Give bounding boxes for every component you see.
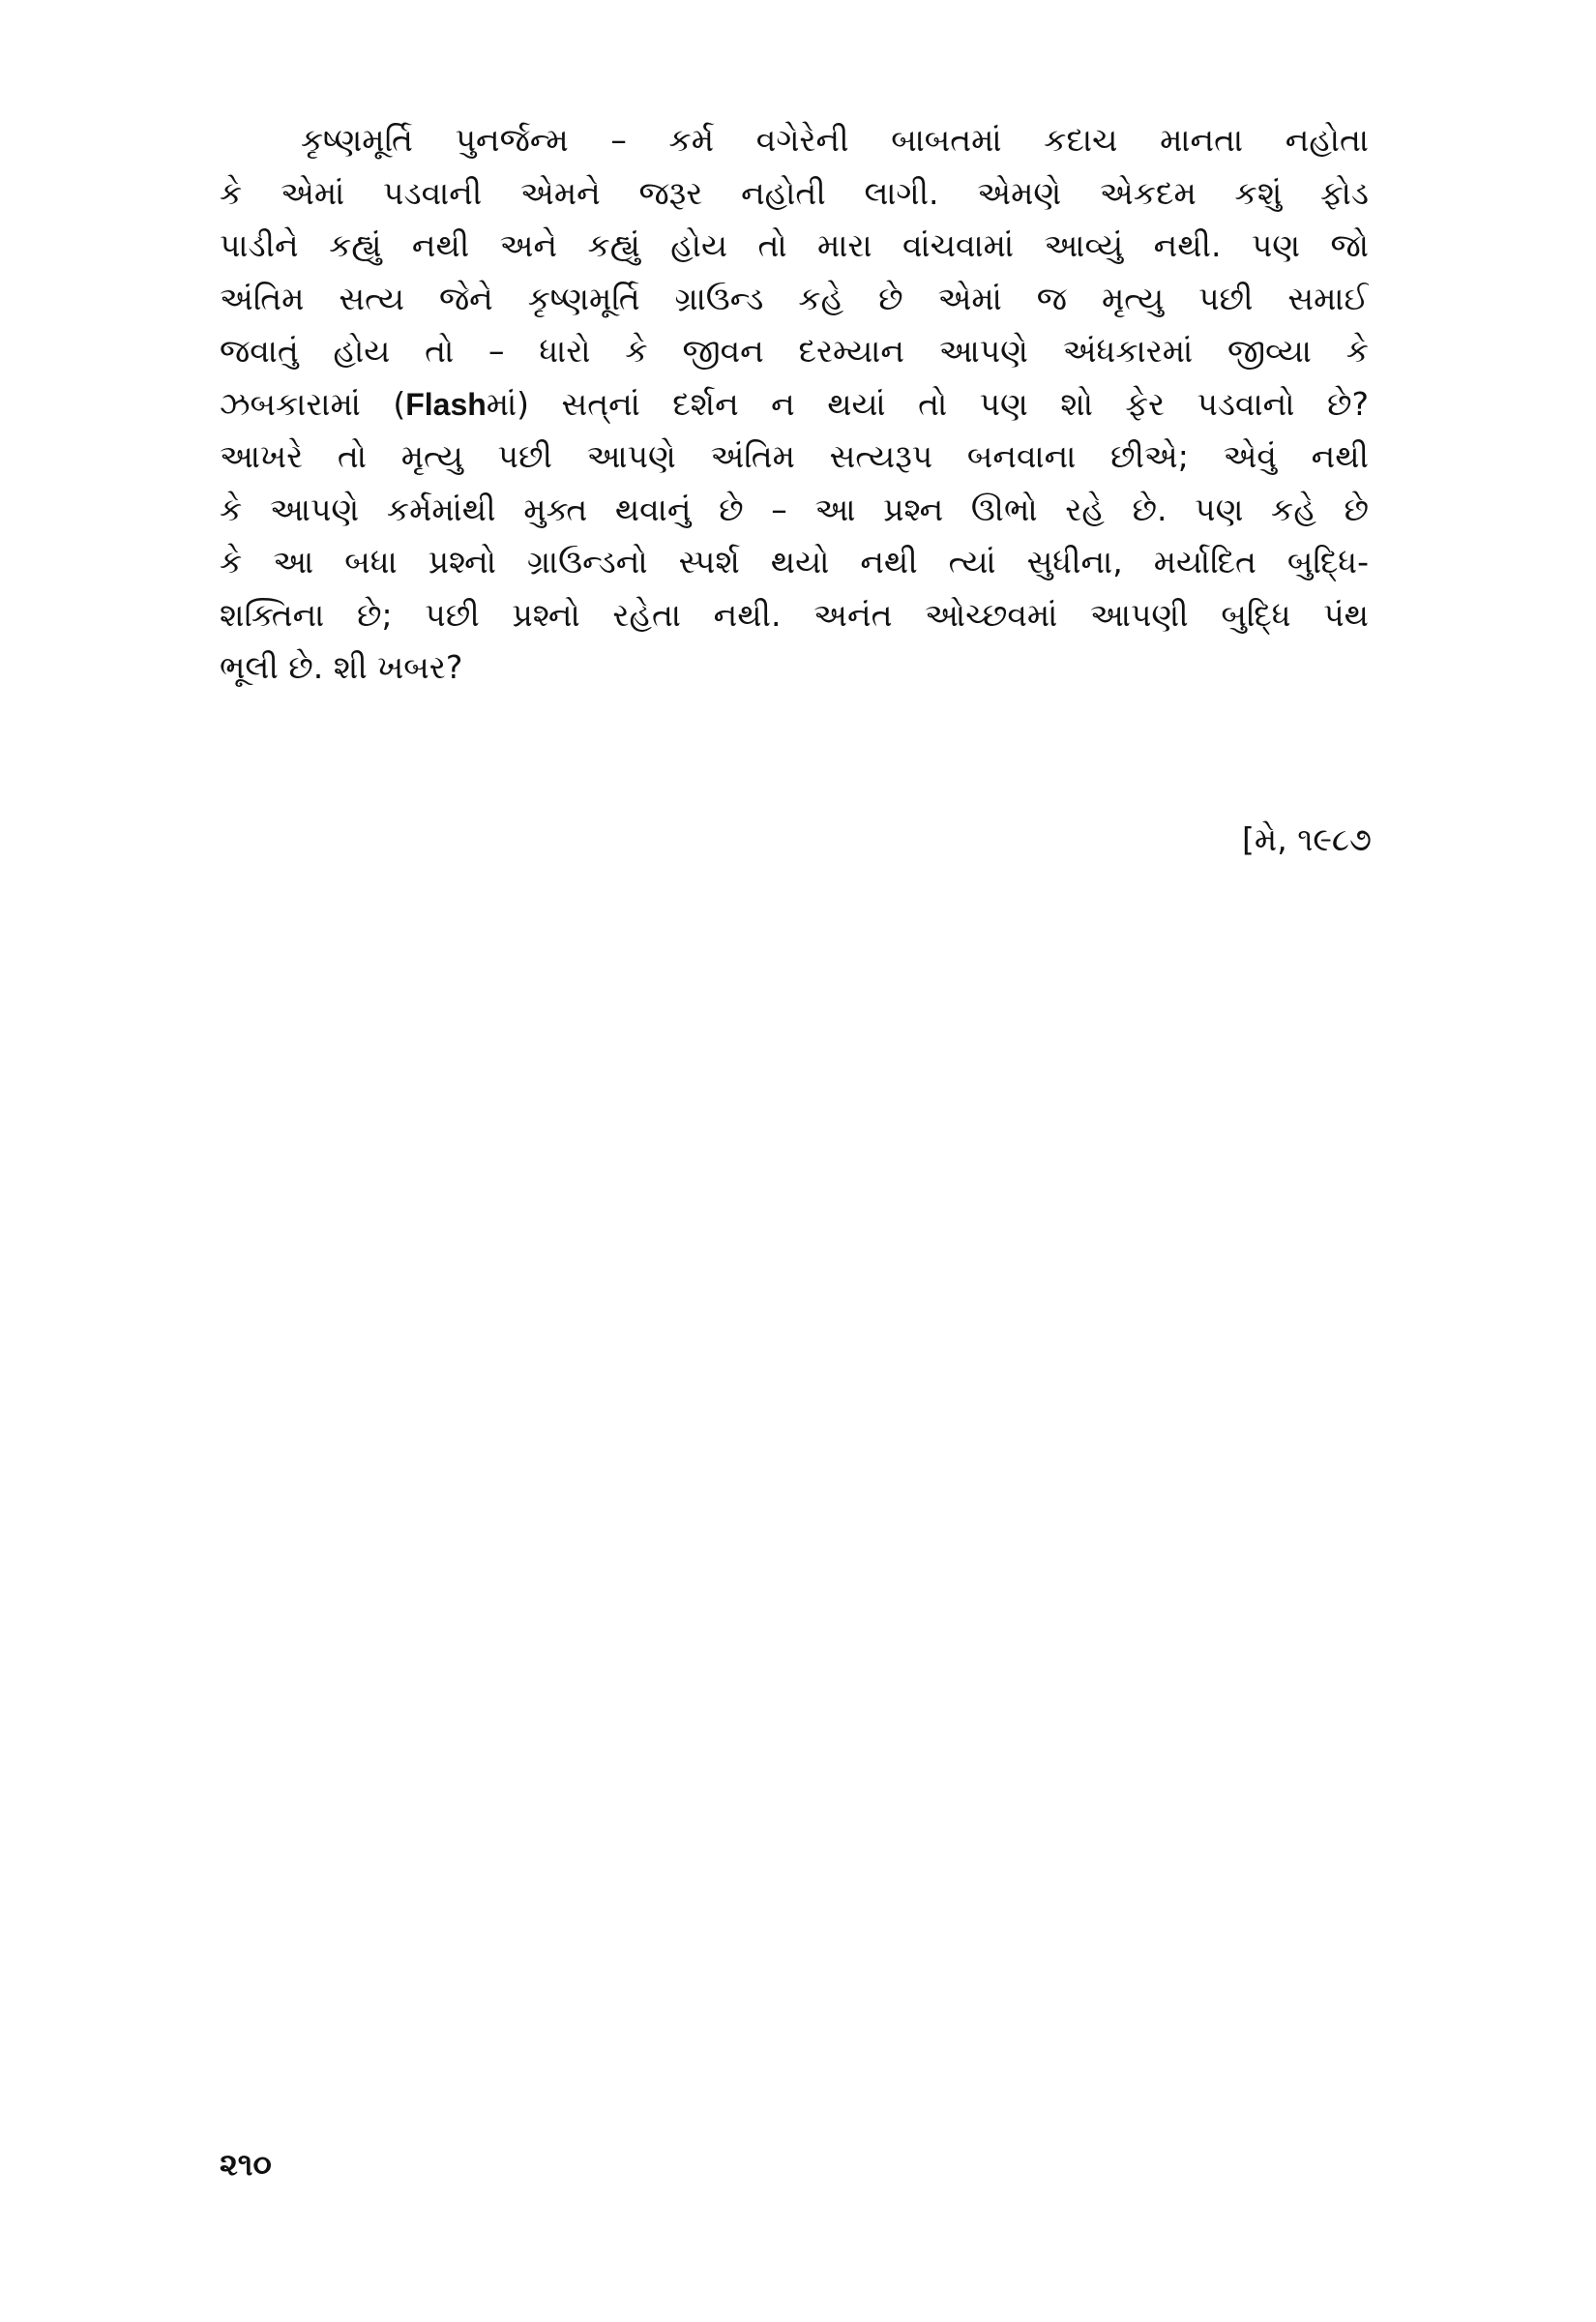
paragraph-line-3: પાડીને કહ્યું નથી અને કહ્યું હોય તો મારા વાંચવામાં આવ્યું નથી. પણ જો: [220, 226, 1369, 264]
paragraph-line-10: શક્તિના છે; પછી પ્રશ્નો રહેતા નથી. અનંત ઓચ્છવમાં આપણી બુદ્ધિ પંથ: [220, 595, 1369, 634]
paragraph-line-5: જવાતું હોય તો – ધારો કે જીવન દરમ્યાન આપણે અંધકારમાં જીવ્યા કે: [220, 332, 1369, 370]
paragraph-line-4: અંતિમ સત્ય જેને કૃષ્ણમૂર્તિ ગ્રાઉન્ડ કહે છે એમાં જ મૃત્યુ પછી સમાઈ: [220, 279, 1369, 317]
paragraph-line-9: કે આ બધા પ્રશ્નો ગ્રાઉન્ડનો સ્પર્શ થયો નથી ત્યાં સુધીના, મર્યાદિત બુદ્ધિ-: [220, 543, 1369, 580]
paragraph-line-2: કે એમાં પડવાની એમને જરૂર નહોતી લાગી. એમણે એકદમ કશું ફોડ: [220, 173, 1369, 212]
paragraph-line-11: ભૂલી છે. શી ખબર?: [220, 648, 463, 686]
paragraph-line-8: કે આપણે કર્મમાંથી મુક્ત થવાનું છે – આ પ્રશ્ન ઊભો રહે છે. પણ કહે છે: [220, 490, 1369, 528]
date-signoff: [મે, ૧૯૮૭: [1242, 820, 1372, 858]
line-6-end: માં) સત્‌નાં દર્શન ન થયાં તો પણ શો ફેર પડવાનો છે?: [486, 384, 1369, 423]
paragraph-line-7: આખરે તો મૃત્યુ પછી આપણે અંતિમ સત્યરૂપ બનવાના છીએ; એવું નથી: [220, 437, 1369, 475]
paragraph-line-1: કૃષ્ણમૂર્તિ પુનર્જન્મ – કર્મ વગેરેની બાબતમાં કદાચ માનતા નહોતા: [301, 121, 1369, 159]
line-6-latin-word: Flash: [405, 386, 487, 422]
paragraph-line-6: [220, 378, 1369, 432]
page-number: ૨૧૦: [220, 2146, 272, 2183]
body-paragraph: [220, 114, 1369, 695]
line-6-start: ઝબકારામાં (: [220, 384, 406, 423]
